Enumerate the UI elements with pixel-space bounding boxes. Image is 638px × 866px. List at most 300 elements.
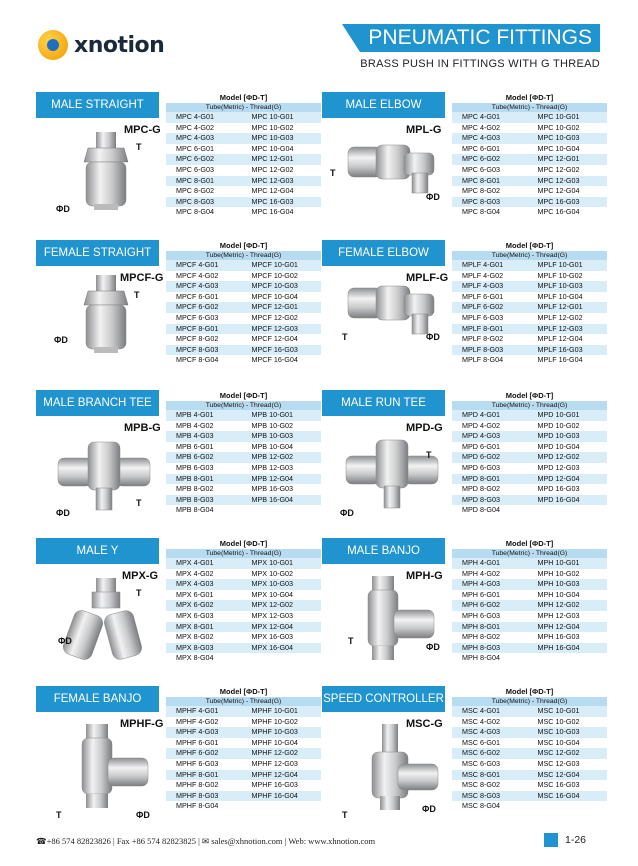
model-cell: MPLF 12-G03 [537, 323, 583, 333]
model-cell: MPLF 8-G01 [462, 323, 504, 333]
product-section [36, 240, 321, 382]
model-table [166, 92, 321, 218]
model-cell: MSC 4-G03 [462, 727, 500, 737]
model-cell: MPH 10-G01 [537, 558, 580, 567]
table-row [166, 495, 321, 506]
table-header: Model [ΦD-T] [452, 686, 607, 697]
model-cell: MPB 8-G01 [176, 473, 214, 483]
series-code: MPD-G [406, 422, 443, 434]
model-cell: MPX 4-G03 [176, 579, 214, 589]
model-cell: MPB 12-G02 [251, 452, 294, 462]
table-body [452, 558, 607, 664]
tube-diameter-label: ΦD [426, 192, 440, 202]
model-cell: MPH 12-G03 [537, 610, 580, 620]
model-cell: MPD 10-G01 [537, 410, 580, 419]
model-cell: MSC 12-G04 [537, 769, 580, 779]
table-row [452, 611, 607, 622]
table-row [166, 505, 321, 516]
table-row [166, 653, 321, 664]
model-cell: MSC 8-G02 [462, 780, 500, 790]
table-header: Model [ΦD-T] [452, 240, 607, 251]
model-cell: MPH 12-G04 [537, 621, 580, 631]
section-label: FEMALE STRAIGHT [36, 240, 159, 266]
model-cell: MPLF 10-G02 [537, 270, 583, 280]
table-header: Model [ΦD-T] [166, 538, 321, 549]
thread-label: T [426, 450, 432, 460]
model-cell: MPD 12-G02 [537, 452, 580, 462]
model-cell: MPB 12-G04 [251, 473, 294, 483]
model-cell: MPLF 12-G02 [537, 312, 583, 322]
table-row [452, 334, 607, 345]
table-row [452, 123, 607, 134]
fitting-image [342, 278, 442, 373]
model-cell: MPH 4-G03 [462, 579, 500, 589]
table-header: Model [ΦD-T] [166, 686, 321, 697]
model-cell: MPC 10-G01 [537, 112, 580, 121]
table-row [452, 474, 607, 485]
model-cell: MPC 16-G04 [537, 207, 580, 217]
model-cell: MPD 16-G04 [537, 494, 580, 504]
model-cell: MPC 4-G03 [176, 133, 214, 143]
model-cell: MPHF 10-G01 [251, 706, 298, 715]
model-cell: MPLF 4-G02 [462, 270, 504, 280]
section-label: SPEED CONTROLLER [322, 686, 445, 712]
model-table [452, 92, 607, 218]
model-cell: MPD 10-G02 [537, 420, 580, 430]
table-row [452, 112, 607, 123]
section-label: MALE Y [36, 538, 159, 564]
model-cell: MPB 4-G02 [176, 420, 214, 430]
model-cell: MPHF 6-G03 [176, 758, 219, 768]
model-cell: MPX 10-G03 [251, 579, 294, 589]
thread-label: T [342, 332, 348, 342]
table-header: Model [ΦD-T] [452, 538, 607, 549]
model-table [166, 538, 321, 664]
model-cell: MPD 16-G03 [537, 484, 580, 494]
model-cell: MPX 10-G02 [251, 568, 294, 578]
model-cell: MPH 6-G01 [462, 589, 500, 599]
thread-label: T [348, 636, 354, 646]
table-body [452, 112, 607, 218]
product-section [322, 92, 607, 234]
model-cell: MPD 8-G04 [462, 505, 500, 515]
model-cell: MPX 8-G03 [176, 642, 214, 652]
model-cell: MPLF 16-G03 [537, 344, 583, 354]
model-cell: MPLF 10-G01 [537, 260, 583, 269]
tube-diameter-label: ΦD [58, 636, 72, 646]
table-subheader: Tube(Metric) - Thread(G) [452, 697, 607, 706]
product-section [322, 240, 607, 382]
table-row [166, 302, 321, 313]
series-code: MPCF-G [120, 272, 164, 284]
table-row [452, 207, 607, 218]
table-row [452, 431, 607, 442]
table-row [166, 590, 321, 601]
model-cell: MPB 8-G02 [176, 484, 214, 494]
model-cell: MPC 12-G01 [537, 154, 580, 164]
model-cell: MPD 4-G03 [462, 431, 500, 441]
thread-label: T [56, 810, 62, 820]
table-row [452, 590, 607, 601]
model-cell: MPC 10-G01 [251, 112, 294, 121]
model-cell: MPC 4-G03 [462, 133, 500, 143]
thread-label: T [342, 810, 348, 820]
table-row [452, 165, 607, 176]
model-cell: MPLF 12-G01 [537, 302, 583, 312]
model-cell: MPH 8-G04 [462, 653, 500, 663]
table-row [452, 717, 607, 728]
model-cell: MPH 12-G02 [537, 600, 580, 610]
table-row [452, 653, 607, 664]
table-subheader: Tube(Metric) - Thread(G) [166, 103, 321, 112]
table-row [166, 706, 321, 717]
table-row [166, 632, 321, 643]
model-cell: MPCF 12-G01 [251, 302, 298, 312]
series-code: MPHF-G [120, 718, 164, 730]
table-row [166, 123, 321, 134]
table-body [452, 706, 607, 812]
model-table [452, 240, 607, 366]
table-row [452, 345, 607, 356]
section-label: MALE STRAIGHT [36, 92, 159, 118]
table-row [452, 281, 607, 292]
table-row [166, 484, 321, 495]
table-row [452, 452, 607, 463]
model-cell: MPCF 4-G02 [176, 270, 219, 280]
section-label: MALE ELBOW [322, 92, 445, 118]
table-row [452, 313, 607, 324]
model-cell: MPCF 8-G03 [176, 344, 219, 354]
model-cell: MPC 8-G02 [462, 186, 500, 196]
series-code: MPLF-G [406, 272, 449, 284]
product-section [36, 92, 321, 234]
model-cell: MPHF 8-G01 [176, 769, 219, 779]
model-cell: MPLF 4-G01 [462, 260, 504, 269]
series-code: MPX-G [122, 570, 159, 582]
page-header [0, 0, 638, 80]
model-cell [530, 653, 608, 664]
product-section [36, 390, 321, 532]
model-cell: MPD 6-G01 [462, 441, 500, 451]
model-cell: MPCF 8-G04 [176, 355, 219, 365]
model-cell: MPC 6-G01 [176, 143, 214, 153]
model-cell: MSC 6-G03 [462, 758, 500, 768]
model-cell: MSC 10-G01 [537, 706, 580, 715]
model-cell: MPD 12-G03 [537, 462, 580, 472]
table-row [452, 410, 607, 421]
model-cell: MPB 8-G03 [176, 494, 214, 504]
table-row [452, 324, 607, 335]
model-cell: MPH 6-G02 [462, 600, 500, 610]
model-cell: MPC 12-G04 [537, 186, 580, 196]
model-cell [244, 505, 322, 516]
table-row [452, 632, 607, 643]
table-row [166, 431, 321, 442]
product-section [36, 538, 321, 680]
model-cell: MPH 16-G03 [537, 632, 580, 642]
table-subheader: Tube(Metric) - Thread(G) [452, 103, 607, 112]
model-cell: MPH 8-G03 [462, 642, 500, 652]
model-cell: MPB 6-G01 [176, 441, 214, 451]
table-row [166, 738, 321, 749]
table-row [166, 569, 321, 580]
series-code: MPB-G [124, 422, 161, 434]
table-header: Model [ΦD-T] [452, 92, 607, 103]
brand-name: xnotion [74, 32, 165, 58]
model-cell: MPX 12-G04 [251, 621, 294, 631]
thread-label: T [134, 290, 140, 300]
model-cell: MSC 4-G01 [462, 706, 500, 715]
table-body [166, 558, 321, 664]
table-row [166, 154, 321, 165]
table-row [166, 611, 321, 622]
table-row [452, 780, 607, 791]
table-row [166, 292, 321, 303]
table-row [452, 154, 607, 165]
model-cell: MPD 8-G03 [462, 494, 500, 504]
table-row [452, 770, 607, 781]
table-body [452, 260, 607, 366]
table-row [452, 727, 607, 738]
page-subtitle: BRASS PUSH IN FITTINGS WITH G THREAD [360, 58, 600, 70]
table-row [452, 706, 607, 717]
model-cell: MSC 4-G02 [462, 716, 500, 726]
table-subheader: Tube(Metric) - Thread(G) [166, 697, 321, 706]
model-cell: MPC 4-G01 [176, 112, 214, 121]
footer-contact: ☎+86 574 82823826 | Fax +86 574 82823825 | ✉ sales@xhnotion.com | Web: www.xhnotion.com [36, 836, 376, 846]
model-cell: MPD 4-G02 [462, 420, 500, 430]
model-cell: MPC 10-G03 [251, 133, 294, 143]
product-section [322, 538, 607, 680]
model-cell: MPCF 6-G02 [176, 302, 219, 312]
model-cell: MPC 10-G04 [251, 143, 294, 153]
model-table [166, 240, 321, 366]
model-cell: MPCF 12-G04 [251, 334, 298, 344]
fitting-image [342, 430, 442, 525]
model-cell: MPC 6-G01 [462, 143, 500, 153]
table-row [166, 421, 321, 432]
model-cell: MPHF 8-G04 [176, 801, 219, 811]
page-title: PNEUMATIC FITTINGS [360, 24, 600, 52]
section-label: FEMALE ELBOW [322, 240, 445, 266]
page-number: 1-26 [565, 834, 587, 846]
model-cell: MPCF 10-G02 [251, 270, 298, 280]
model-cell: MPX 16-G04 [251, 642, 294, 652]
model-cell: MPX 10-G04 [251, 589, 294, 599]
table-header: Model [ΦD-T] [166, 240, 321, 251]
tube-diameter-label: ΦD [426, 642, 440, 652]
model-cell: MPH 10-G03 [537, 579, 580, 589]
model-cell: MPC 8-G02 [176, 186, 214, 196]
model-cell: MSC 10-G02 [537, 716, 580, 726]
model-cell: MPC 16-G03 [537, 196, 580, 206]
model-cell: MPH 8-G02 [462, 632, 500, 642]
model-cell: MPC 10-G04 [537, 143, 580, 153]
model-cell: MPCF 16-G04 [251, 355, 298, 365]
table-row [166, 579, 321, 590]
model-cell: MSC 8-G01 [462, 769, 500, 779]
table-row [166, 176, 321, 187]
model-cell: MPC 12-G03 [251, 175, 294, 185]
table-row [166, 643, 321, 654]
model-cell: MPLF 16-G04 [537, 355, 583, 365]
table-row [166, 801, 321, 812]
model-cell: MPX 4-G01 [176, 558, 214, 567]
series-code: MSC-G [406, 718, 443, 730]
model-cell: MSC 10-G04 [537, 737, 580, 747]
model-cell: MPHF 10-G04 [251, 737, 298, 747]
table-row [452, 484, 607, 495]
table-row [452, 801, 607, 812]
model-cell: MPHF 12-G04 [251, 769, 298, 779]
model-cell: MPB 10-G03 [251, 431, 294, 441]
table-row [166, 780, 321, 791]
model-cell: MPHF 4-G02 [176, 716, 219, 726]
table-body [166, 112, 321, 218]
model-cell: MPLF 4-G03 [462, 281, 504, 291]
table-row [166, 727, 321, 738]
model-cell: MPX 10-G01 [251, 558, 294, 567]
table-row [452, 622, 607, 633]
section-label: MALE BANJO [322, 538, 445, 564]
table-row [166, 791, 321, 802]
model-cell: MPC 8-G01 [176, 175, 214, 185]
model-cell: MPCF 8-G02 [176, 334, 219, 344]
model-cell: MPD 10-G04 [537, 441, 580, 451]
model-cell: MSC 6-G02 [462, 748, 500, 758]
model-cell: MPC 10-G02 [251, 122, 294, 132]
model-cell: MPHF 6-G02 [176, 748, 219, 758]
model-cell: MPH 6-G03 [462, 610, 500, 620]
table-row [166, 770, 321, 781]
table-row [452, 579, 607, 590]
model-cell: MPX 6-G03 [176, 610, 214, 620]
model-cell: MPB 8-G04 [176, 505, 214, 515]
table-row [452, 176, 607, 187]
model-cell: MPHF 4-G01 [176, 706, 219, 715]
table-row [452, 558, 607, 569]
table-subheader: Tube(Metric) - Thread(G) [452, 549, 607, 558]
model-cell: MSC 6-G01 [462, 737, 500, 747]
model-cell: MPH 10-G04 [537, 589, 580, 599]
fitting-image [64, 132, 164, 227]
model-cell: MPC 8-G04 [462, 207, 500, 217]
model-cell: MPC 12-G02 [537, 164, 580, 174]
model-cell: MPD 8-G01 [462, 473, 500, 483]
model-cell: MPH 8-G01 [462, 621, 500, 631]
model-cell: MPC 12-G04 [251, 186, 294, 196]
model-cell: MPC 6-G02 [462, 154, 500, 164]
model-cell: MPX 6-G01 [176, 589, 214, 599]
table-row [166, 165, 321, 176]
model-cell: MPLF 8-G03 [462, 344, 504, 354]
table-row [452, 463, 607, 474]
table-row [452, 505, 607, 516]
model-cell: MSC 8-G04 [462, 801, 500, 811]
table-row [166, 112, 321, 123]
table-row [452, 302, 607, 313]
brand-logo [38, 28, 198, 62]
model-cell: MPX 8-G01 [176, 621, 214, 631]
table-row [452, 643, 607, 654]
table-row [452, 759, 607, 770]
table-row [452, 791, 607, 802]
table-subheader: Tube(Metric) - Thread(G) [452, 401, 607, 410]
table-row [166, 281, 321, 292]
model-table [452, 686, 607, 812]
table-row [452, 186, 607, 197]
model-cell: MPCF 10-G01 [251, 260, 298, 269]
model-cell: MPC 8-G03 [176, 196, 214, 206]
model-cell [244, 653, 322, 664]
model-cell: MPHF 10-G02 [251, 716, 298, 726]
product-section [322, 390, 607, 532]
table-row [166, 197, 321, 208]
model-cell: MPB 4-G03 [176, 431, 214, 441]
page-marker [544, 833, 558, 847]
model-cell: MPLF 6-G02 [462, 302, 504, 312]
logo-icon [38, 30, 68, 60]
model-cell: MPCF 12-G02 [251, 312, 298, 322]
model-cell: MPCF 8-G01 [176, 323, 219, 333]
model-cell: MPX 16-G03 [251, 632, 294, 642]
model-cell: MPC 6-G02 [176, 154, 214, 164]
model-table [166, 686, 321, 812]
model-cell: MPB 10-G04 [251, 441, 294, 451]
model-cell: MPB 10-G01 [251, 410, 294, 419]
model-cell: MPC 12-G02 [251, 164, 294, 174]
table-row [166, 442, 321, 453]
model-cell: MPH 4-G02 [462, 568, 500, 578]
model-cell: MPC 4-G02 [176, 122, 214, 132]
table-row [452, 569, 607, 580]
model-cell: MPHF 12-G02 [251, 748, 298, 758]
model-cell [244, 801, 322, 812]
model-cell: MPC 16-G03 [251, 196, 294, 206]
model-cell [530, 505, 608, 516]
table-row [166, 558, 321, 569]
table-row [166, 144, 321, 155]
model-cell: MPB 6-G03 [176, 462, 214, 472]
model-cell: MPB 12-G03 [251, 462, 294, 472]
model-cell: MPC 4-G02 [462, 122, 500, 132]
table-row [166, 717, 321, 728]
model-cell: MPHF 10-G03 [251, 727, 298, 737]
model-cell: MPD 6-G02 [462, 452, 500, 462]
model-cell: MPD 10-G03 [537, 431, 580, 441]
model-cell: MPH 10-G02 [537, 568, 580, 578]
table-row [166, 474, 321, 485]
model-cell: MPB 6-G02 [176, 452, 214, 462]
model-cell: MPHF 8-G02 [176, 780, 219, 790]
model-cell: MPLF 10-G04 [537, 291, 583, 301]
table-row [166, 313, 321, 324]
section-label: MALE RUN TEE [322, 390, 445, 416]
table-row [166, 452, 321, 463]
model-cell: MPHF 8-G03 [176, 790, 219, 800]
table-row [166, 410, 321, 421]
fitting-image [64, 275, 164, 370]
model-cell: MPC 8-G03 [462, 196, 500, 206]
model-cell: MPC 10-G03 [537, 133, 580, 143]
section-label: FEMALE BANJO [36, 686, 159, 712]
model-cell: MPC 4-G01 [462, 112, 500, 121]
model-cell: MPHF 16-G03 [251, 780, 298, 790]
series-code: MPH-G [406, 570, 443, 582]
model-cell: MPCF 10-G04 [251, 291, 298, 301]
table-row [166, 622, 321, 633]
model-cell: MSC 12-G03 [537, 758, 580, 768]
